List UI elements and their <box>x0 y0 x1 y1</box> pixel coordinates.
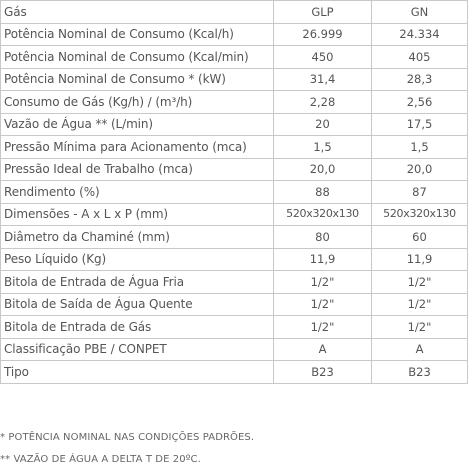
row-gn-value: 1,5 <box>372 136 468 159</box>
row-gn-value: 1/2" <box>372 316 468 339</box>
table-row <box>1 136 468 159</box>
row-glp-value: 11,9 <box>274 248 372 271</box>
row-gn-value: 520x320x130 <box>372 203 468 226</box>
row-gn-value: A <box>372 338 468 361</box>
table-row <box>1 91 468 114</box>
footnote-power: * POTÊNCIA NOMINAL NAS CONDIÇÕES PADRÕES. <box>0 432 255 443</box>
row-label: Dimensões - A x L x P (mm) <box>1 203 274 226</box>
table-header-row <box>1 1 468 24</box>
row-label: Pressão Mínima para Acionamento (mca) <box>1 136 274 159</box>
row-gn-value: 405 <box>372 46 468 69</box>
table-row <box>1 293 468 316</box>
header-gn: GN <box>372 1 468 24</box>
row-label: Potência Nominal de Consumo (Kcal/h) <box>1 23 274 46</box>
row-glp-value: 31,4 <box>274 68 372 91</box>
table-row <box>1 248 468 271</box>
row-glp-value: 88 <box>274 181 372 204</box>
row-glp-value: 80 <box>274 226 372 249</box>
row-label: Tipo <box>1 361 274 384</box>
row-glp-value: 26.999 <box>274 23 372 46</box>
table-row <box>1 158 468 181</box>
row-label: Classificação PBE / CONPET <box>1 338 274 361</box>
row-glp-value: 20 <box>274 113 372 136</box>
row-label: Consumo de Gás (Kg/h) / (m³/h) <box>1 91 274 114</box>
table-row <box>1 361 468 384</box>
row-label: Diâmetro da Chaminé (mm) <box>1 226 274 249</box>
row-glp-value: 450 <box>274 46 372 69</box>
row-gn-value: 1/2" <box>372 293 468 316</box>
row-gn-value: 87 <box>372 181 468 204</box>
row-label: Potência Nominal de Consumo * (kW) <box>1 68 274 91</box>
row-glp-value: A <box>274 338 372 361</box>
row-gn-value: 28,3 <box>372 68 468 91</box>
table-row <box>1 181 468 204</box>
row-gn-value: 11,9 <box>372 248 468 271</box>
row-glp-value: 1,5 <box>274 136 372 159</box>
footnotes <box>0 427 254 471</box>
row-glp-value: 20,0 <box>274 158 372 181</box>
row-glp-value: B23 <box>274 361 372 384</box>
row-label: Pressão Ideal de Trabalho (mca) <box>1 158 274 181</box>
footnote-water-flow: ** VAZÃO DE ÁGUA A DELTA T DE 20ºC. <box>0 454 201 465</box>
row-label: Potência Nominal de Consumo (Kcal/min) <box>1 46 274 69</box>
table-row <box>1 23 468 46</box>
row-glp-value: 1/2" <box>274 316 372 339</box>
table-row <box>1 226 468 249</box>
row-gn-value: 17,5 <box>372 113 468 136</box>
table-row <box>1 68 468 91</box>
row-gn-value: 1/2" <box>372 271 468 294</box>
table-row <box>1 316 468 339</box>
table-row <box>1 203 468 226</box>
row-gn-value: 2,56 <box>372 91 468 114</box>
table-row <box>1 271 468 294</box>
row-glp-value: 1/2" <box>274 271 372 294</box>
row-glp-value: 2,28 <box>274 91 372 114</box>
row-glp-value: 520x320x130 <box>274 203 372 226</box>
table-row <box>1 338 468 361</box>
row-label: Rendimento (%) <box>1 181 274 204</box>
header-gas: Gás <box>1 1 274 24</box>
table-row <box>1 113 468 136</box>
row-gn-value: 60 <box>372 226 468 249</box>
row-label: Peso Líquido (Kg) <box>1 248 274 271</box>
header-glp: GLP <box>274 1 372 24</box>
row-gn-value: 24.334 <box>372 23 468 46</box>
row-gn-value: B23 <box>372 361 468 384</box>
row-label: Vazão de Água ** (L/min) <box>1 113 274 136</box>
table-row <box>1 46 468 69</box>
row-label: Bitola de Saída de Água Quente <box>1 293 274 316</box>
row-label: Bitola de Entrada de Gás <box>1 316 274 339</box>
row-gn-value: 20,0 <box>372 158 468 181</box>
row-glp-value: 1/2" <box>274 293 372 316</box>
row-label: Bitola de Entrada de Água Fria <box>1 271 274 294</box>
